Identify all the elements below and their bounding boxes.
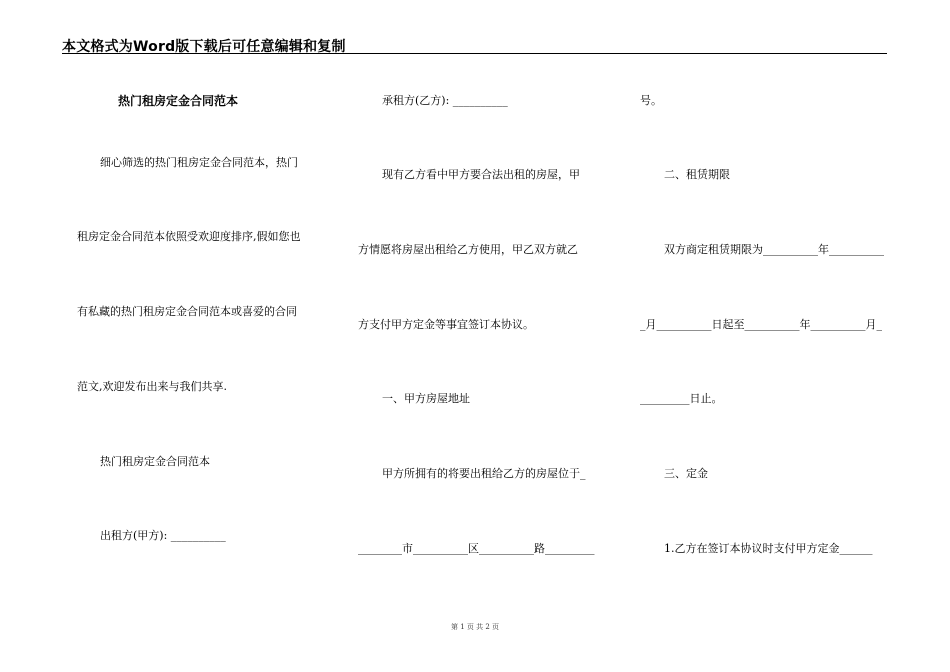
document-header: 本文格式为Word版下载后可任意编辑和复制 xyxy=(62,39,346,55)
tenant-field: 承租方(乙方): __________ xyxy=(382,94,508,107)
intro-line-3: 有私藏的热门租房定金合同范本或喜爱的合同 xyxy=(77,305,297,318)
header-divider xyxy=(62,53,887,54)
paragraph-line-3: 方支付甲方定金等事宜签订本协议。 xyxy=(358,318,534,331)
intro-line-4: 范文,欢迎发布出来与我们共享. xyxy=(77,380,227,393)
address-line-2: ________市__________区__________路_________ xyxy=(358,542,595,555)
page-number: 第 1 页 共 2 页 xyxy=(450,623,500,631)
paragraph-line-2: 方情愿将房屋出租给乙方使用，甲乙双方就乙 xyxy=(358,243,578,256)
section-2-heading: 二、租赁期限 xyxy=(664,168,730,181)
landlord-field: 出租方(甲方): __________ xyxy=(100,529,226,542)
contract-title: 热门租房定金合同范本 xyxy=(118,94,239,108)
paragraph-line-1: 现有乙方看中甲方要合法出租的房屋，甲 xyxy=(382,168,580,181)
intro-line-2: 租房定金合同范本依照受欢迎度排序,假如您也 xyxy=(77,230,301,243)
term-line-1: 双方商定租赁期限为__________年__________ xyxy=(664,243,884,256)
number-suffix: 号。 xyxy=(640,94,662,107)
contract-subtitle: 热门租房定金合同范本 xyxy=(100,455,210,468)
term-line-3: _________日止。 xyxy=(640,392,723,405)
deposit-line-1: 1.乙方在签订本协议时支付甲方定金______ xyxy=(664,542,873,555)
section-1-heading: 一、甲方房屋地址 xyxy=(382,392,470,405)
term-line-2: _月__________日起至__________年__________月_ xyxy=(640,318,882,331)
intro-line-1: 细心筛选的热门租房定金合同范本，热门 xyxy=(100,156,298,169)
section-3-heading: 三、定金 xyxy=(664,467,708,480)
address-line-1: 甲方所拥有的将要出租给乙方的房屋位于_ xyxy=(382,467,586,480)
